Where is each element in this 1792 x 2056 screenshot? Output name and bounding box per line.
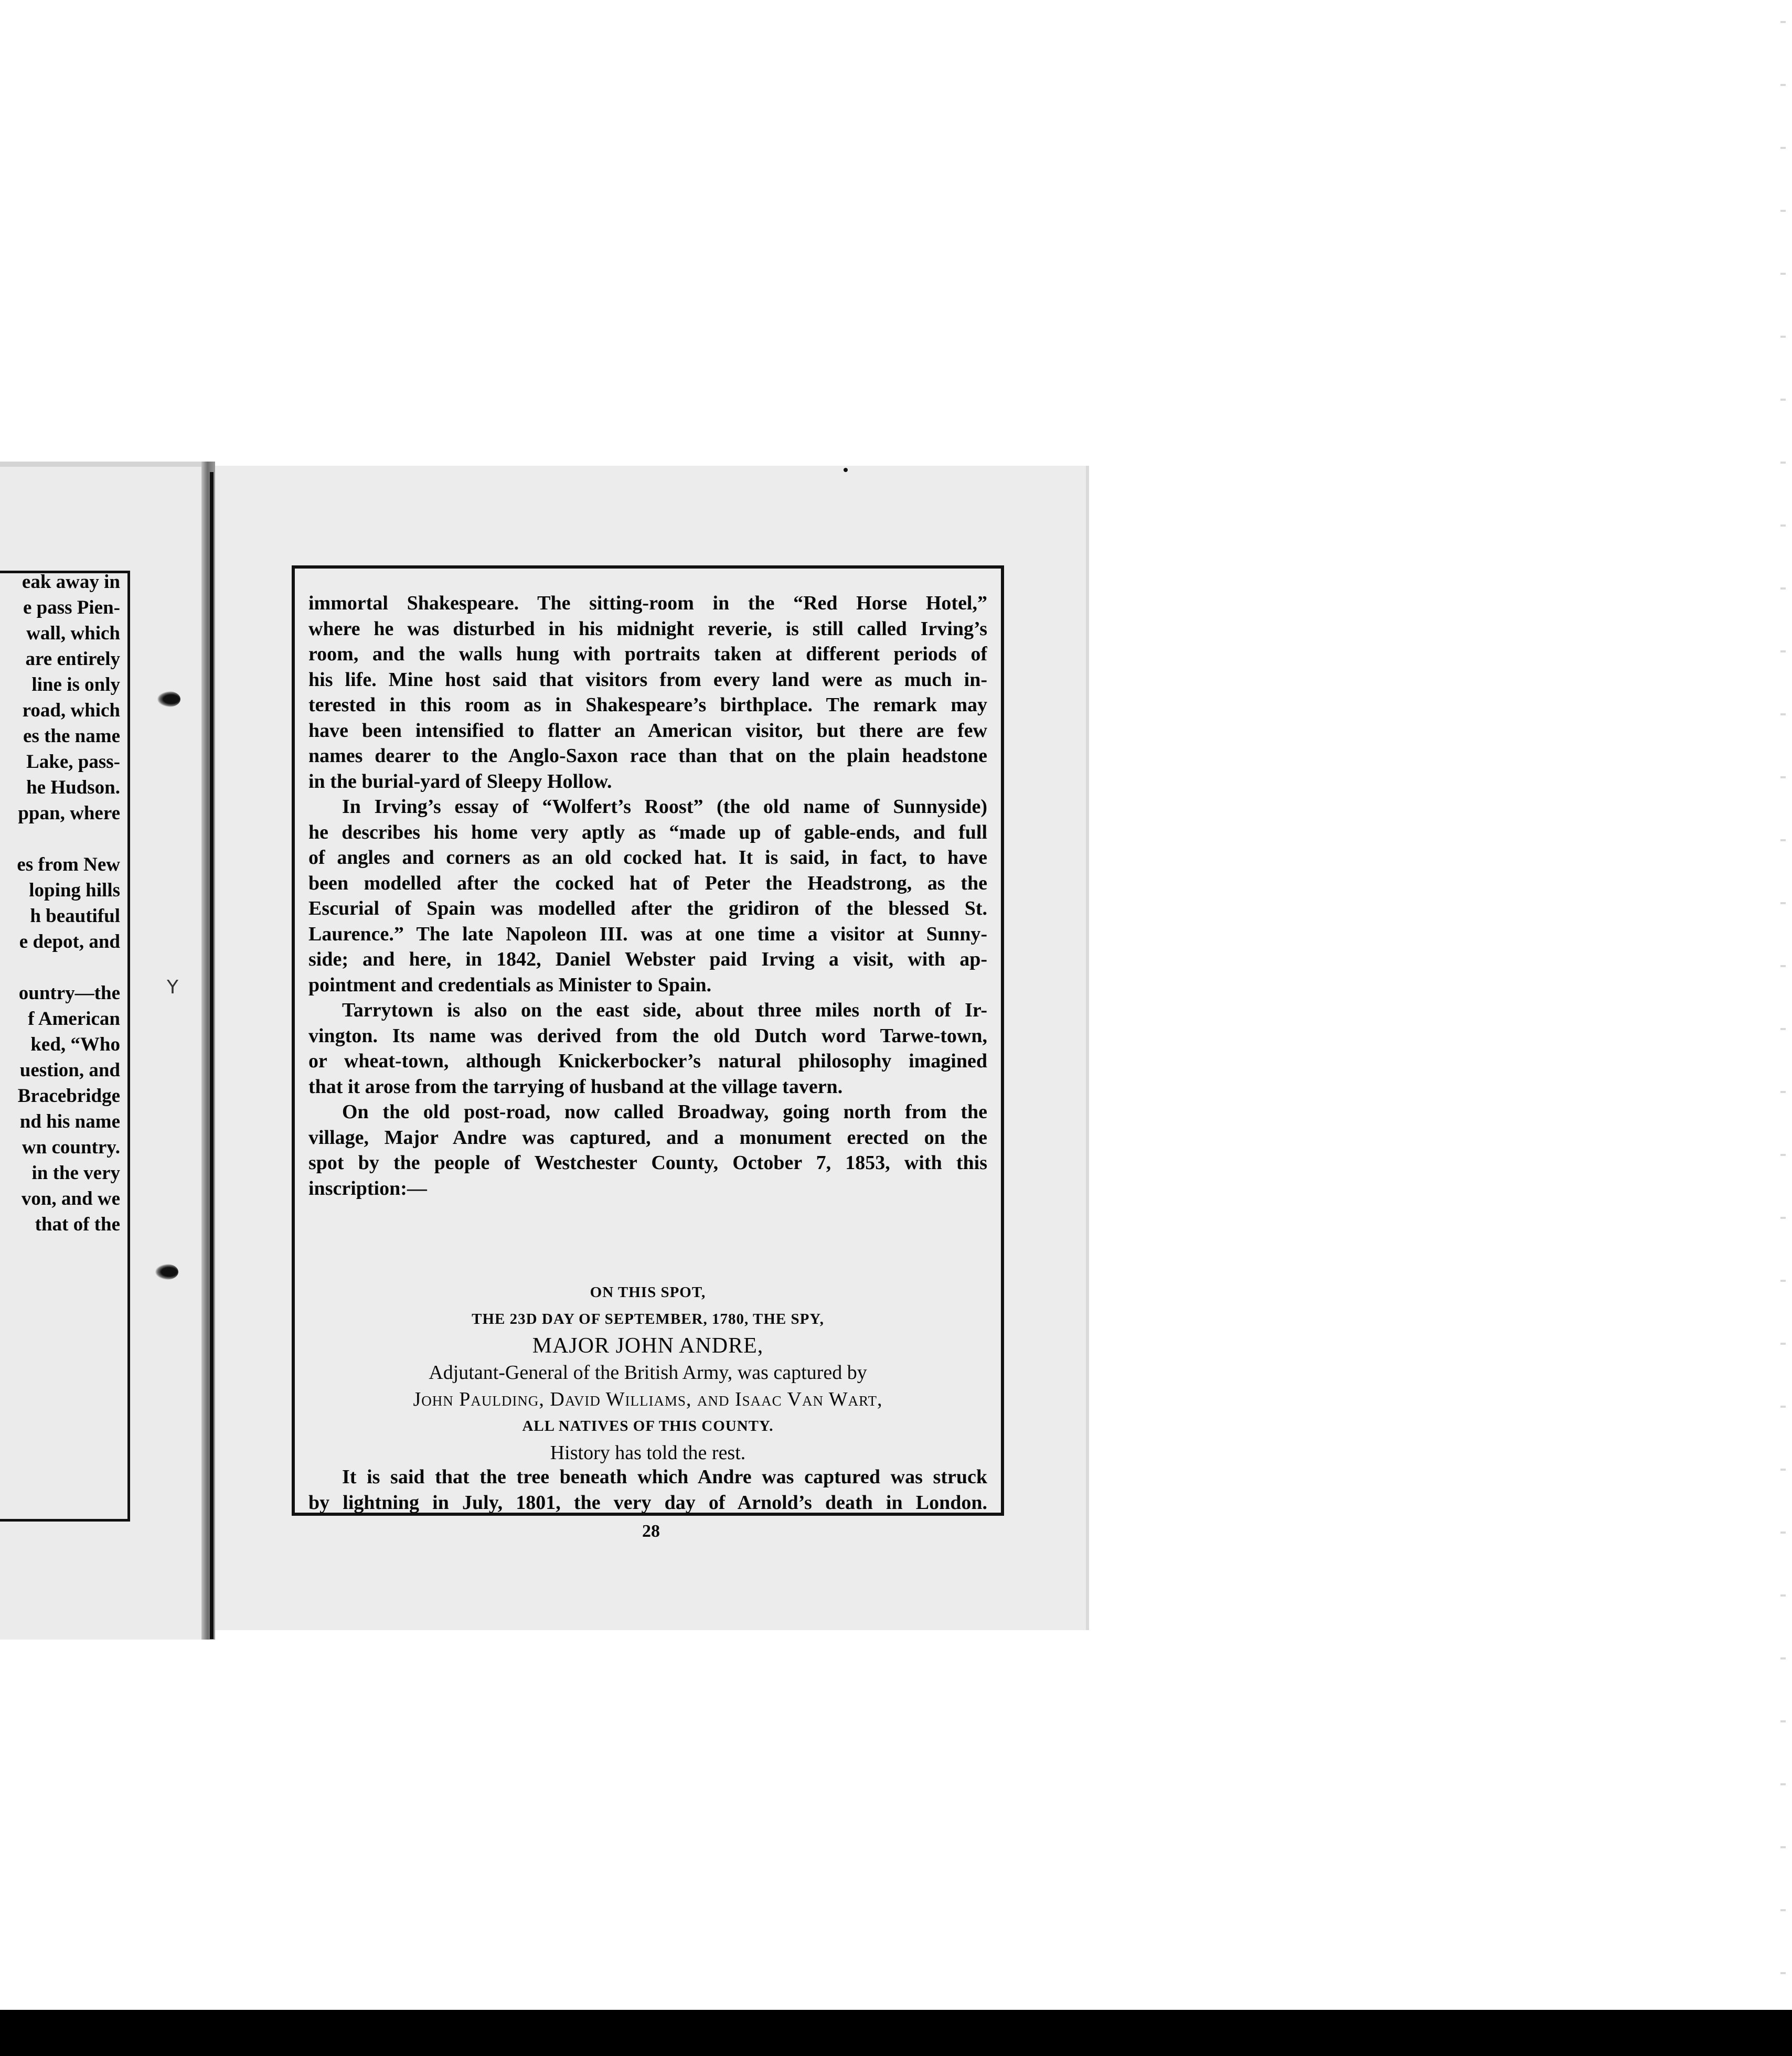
previous-page-line	[0, 955, 120, 980]
paragraph-1-line: terested in this room as in Shakespeare’s birthplace. The remark may	[308, 694, 987, 716]
previous-page-line: Lake, pass-	[26, 751, 120, 773]
inscription-line: MAJOR JOHN ANDRE,	[532, 1334, 764, 1358]
paragraph-1-line: immortal Shakespeare. The sitting-room in the “Red Horse Hotel,”	[308, 592, 987, 614]
previous-page-line: line is only	[31, 674, 120, 695]
previous-page-line: e pass Pien-	[23, 597, 120, 618]
previous-page-line: eak away in	[22, 571, 120, 593]
monument-inscription	[308, 1279, 987, 1466]
binding-line	[210, 472, 214, 1639]
paragraph-1-line: names dearer to the Anglo-Saxon race than that on the plain headstone	[308, 745, 987, 767]
previous-page-line: Bracebridge	[17, 1085, 120, 1107]
closing-line: It is said that the tree beneath which Andre was captured was struck	[342, 1466, 987, 1488]
film-edge-line	[1780, 0, 1786, 1998]
previous-page-line: ountry—the	[18, 982, 120, 1004]
paragraph-2-line: In Irving’s essay of “Wolfert’s Roost” (the old name of Sunnyside)	[342, 796, 987, 818]
closing-paragraph	[308, 1464, 987, 1515]
body-text	[308, 591, 987, 1201]
paragraph-2-line: he describes his home very aptly as “made up of gable-ends, and full	[308, 821, 987, 843]
previous-page-line: f American	[28, 1008, 120, 1030]
page-number: 28	[642, 1522, 660, 1541]
inscription-line: ALL NATIVES OF THIS COUNTY.	[522, 1418, 774, 1434]
book-page	[215, 466, 1089, 1630]
previous-page-frame	[0, 571, 130, 1522]
previous-page-line: es the name	[23, 725, 120, 747]
previous-page-line: that of the	[35, 1214, 120, 1235]
previous-page	[0, 462, 211, 1640]
previous-page-line: are entirely	[25, 648, 120, 670]
film-bottom-border	[0, 2010, 1792, 2056]
paragraph-1-line: in the burial-yard of Sleepy Hollow.	[308, 770, 612, 793]
punch-hole-icon	[157, 691, 180, 707]
previous-page-line: road, which	[22, 700, 120, 721]
inscription-line: John Paulding, David Williams, and Isaac Van Wart,	[413, 1388, 883, 1410]
previous-page-line: h beautiful	[30, 905, 120, 927]
inscription-line: THE 23D DAY OF SEPTEMBER, 1780, THE SPY,	[472, 1311, 824, 1327]
paragraph-2-line: been modelled after the cocked hat of Peter the Headstrong, as the	[308, 872, 987, 894]
inscription-line: ON THIS SPOT,	[590, 1284, 706, 1301]
paragraph-1-line: have been intensified to flatter an American visitor, but there are few	[308, 719, 987, 742]
paragraph-1-line: where he was disturbed in his midnight reverie, is still called Irving’s	[308, 617, 987, 640]
previous-page-line: wn country.	[22, 1137, 120, 1158]
inscription-line: Adjutant-General of the British Army, was captured by	[429, 1362, 867, 1384]
previous-page-line: loping hills	[29, 880, 120, 901]
paragraph-3-line: that it arose from the tarrying of husband at the village tavern.	[308, 1075, 843, 1098]
paragraph-3-line: Tarrytown is also on the east side, about three miles north of Ir-	[342, 999, 987, 1021]
previous-page-line: von, and we	[21, 1188, 120, 1209]
paragraph-4-line: village, Major Andre was captured, and a monument erected on the	[308, 1126, 987, 1149]
paragraph-2-line: Laurence.” The late Napoleon III. was at one time a visitor at Sunny-	[308, 923, 987, 945]
paragraph-2-line: Escurial of Spain was modelled after the gridiron of the blessed St.	[308, 897, 987, 919]
paragraph-4-line: inscription:—	[308, 1177, 427, 1200]
punch-hole-icon	[155, 1264, 178, 1280]
paragraph-3-line: or wheat-town, although Knickerbocker’s natural philosophy imagined	[308, 1050, 987, 1072]
staple-mark-icon: Y	[167, 977, 178, 998]
paragraph-2-line: of angles and corners as an old cocked hat. It is said, in fact, to have	[308, 847, 987, 869]
previous-page-line: uestion, and	[19, 1059, 120, 1081]
inscription-line: History has told the rest.	[550, 1442, 746, 1464]
paragraph-1-line: room, and the walls hung with portraits taken at different periods of	[308, 643, 987, 665]
previous-page-line: es from New	[17, 854, 120, 875]
previous-page-text	[0, 571, 120, 1237]
paragraph-4-line: spot by the people of Westchester County, October 7, 1853, with this	[308, 1152, 987, 1174]
previous-page-line: in the very	[31, 1162, 120, 1184]
previous-page-line	[0, 826, 120, 852]
closing-line: by lightning in July, 1801, the very day of Arnold’s death in London.	[308, 1491, 987, 1514]
previous-page-line: nd his name	[19, 1111, 120, 1132]
page-speck	[844, 468, 848, 472]
previous-page-line: e depot, and	[19, 931, 120, 952]
previous-page-line: he Hudson.	[26, 777, 120, 798]
previous-page-line: ked, “Who	[30, 1034, 120, 1055]
paragraph-2-line: side; and here, in 1842, Daniel Webster paid Irving a visit, with ap-	[308, 948, 987, 970]
paragraph-4-line: On the old post-road, now called Broadway, going north from the	[342, 1101, 987, 1123]
paragraph-3-line: vington. Its name was derived from the old Dutch word Tarwe-town,	[308, 1024, 987, 1047]
previous-page-line: wall, which	[26, 623, 120, 644]
paragraph-2-line: pointment and credentials as Minister to Spain.	[308, 973, 712, 996]
page-text-frame	[292, 565, 1004, 1541]
paragraph-1-line: his life. Mine host said that visitors from every land were as much in-	[308, 668, 987, 691]
previous-page-line: ppan, where	[18, 802, 120, 824]
